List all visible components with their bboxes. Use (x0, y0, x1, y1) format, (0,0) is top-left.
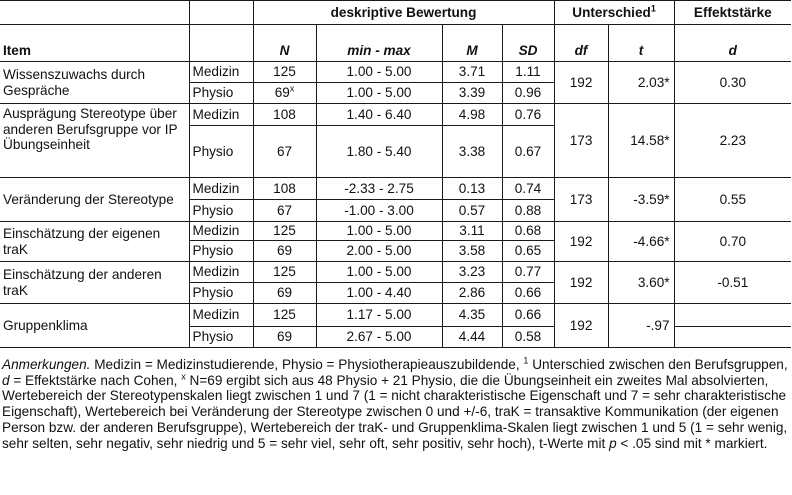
group-label: Physio (189, 327, 253, 348)
n-superscript: x (289, 83, 295, 94)
m-value: 3.39 (442, 83, 502, 104)
n-value (253, 327, 316, 348)
t-value: -.97 (608, 304, 674, 348)
minmax-value: -1.00 - 3.00 (316, 200, 442, 222)
t-value: 2.03* (608, 62, 674, 104)
minmax-value: 1.00 - 5.00 (316, 262, 442, 283)
header-blank-group (189, 1, 253, 25)
minmax-value: 1.80 - 5.40 (316, 126, 442, 178)
sd-value: 0.66 (502, 283, 554, 304)
sd-value: 0.96 (502, 83, 554, 104)
d-value: 0.70 (674, 222, 791, 262)
n-value (253, 241, 316, 262)
n-number: 69 (276, 243, 293, 259)
n-value (253, 62, 316, 83)
minmax-value: 1.00 - 5.00 (316, 222, 442, 241)
group-label: Physio (189, 83, 253, 104)
n-value (253, 104, 316, 126)
sd-value: 0.66 (502, 304, 554, 327)
n-value (253, 283, 316, 304)
table-row (0, 104, 791, 126)
n-number: 125 (273, 307, 296, 323)
m-value: 3.38 (442, 126, 502, 178)
table-row (0, 262, 791, 283)
n-number: 69 (276, 329, 293, 345)
m-value: 3.23 (442, 262, 502, 283)
header-item: Item (0, 25, 189, 62)
n-number: 69 (276, 285, 293, 301)
item-label: Wissenszuwachs durch Gespräche (0, 62, 189, 104)
n-value (253, 222, 316, 241)
n-number: 125 (273, 264, 296, 280)
m-value: 4.35 (442, 304, 502, 327)
d-value-empty (674, 304, 791, 327)
sd-value: 0.88 (502, 200, 554, 222)
n-number: 69 (274, 85, 290, 101)
table-row (0, 178, 791, 200)
m-value: 3.11 (442, 222, 502, 241)
group-label: Medizin (189, 262, 253, 283)
header-effektstaerke: Effektstärke (674, 1, 791, 25)
header-df: df (554, 25, 608, 62)
header-d: d (674, 25, 791, 62)
group-label: Physio (189, 200, 253, 222)
n-number: 125 (273, 223, 296, 239)
d-value: 2.23 (674, 104, 791, 178)
table-row (0, 62, 791, 83)
header-deskriptive: deskriptive Bewertung (253, 1, 554, 25)
group-label: Physio (189, 126, 253, 178)
sd-value: 0.58 (502, 327, 554, 348)
group-label: Medizin (189, 222, 253, 241)
df-value: 192 (554, 304, 608, 348)
header-unterschied: Unterschied$^1$ (554, 1, 674, 25)
n-value (253, 262, 316, 283)
df-value: 173 (554, 104, 608, 178)
sd-value: 0.77 (502, 262, 554, 283)
sd-value: 0.74 (502, 178, 554, 200)
m-value: 2.86 (442, 283, 502, 304)
sd-value: 0.67 (502, 126, 554, 178)
group-header-row (0, 1, 791, 25)
group-label: Physio (189, 283, 253, 304)
header-t: t (608, 25, 674, 62)
df-value: 192 (554, 222, 608, 262)
header-minmax: min - max (316, 25, 442, 62)
table-row (0, 222, 791, 241)
n-value (253, 126, 316, 178)
df-value: 192 (554, 262, 608, 304)
t-value: 14.58* (608, 104, 674, 178)
item-label: Einschätzung der anderen traK (0, 262, 189, 304)
t-value: -3.59* (608, 178, 674, 222)
n-value (253, 178, 316, 200)
minmax-value: 1.00 - 4.40 (316, 283, 442, 304)
m-value: 3.58 (442, 241, 502, 262)
table-notes: Anmerkungen. Medizin = Medizinstudierende, Physio = Physiotherapieauszubildende, $^1$ Unterschied zwischen den Berufsgruppen, d = Effektstärke nach Cohen, $^x$ N=69 ergibt sich aus 48 Physio + 21 Physio, die die Übungseinheit ein zweites Mal absolvierten, Wertebereich der Stereotypenskalen liegt zwischen 1 und 7 (1 = nicht charakteristische Eigenschaft und 7 = sehr charakteristische Eigenschaft), Wertebereich bei Veränderung der Stereotype zwischen 0 und +/-6, traK = transaktive Kommunikation (der eigenen Person bzw. der anderen Berufsgruppe), Wertebereich der traK- und Gruppenklima-Skalen liegt zwischen 1 und 5 (1 = sehr wenig, sehr selten, sehr negativ, sehr niedrig und 5 = sehr viel, sehr oft, sehr positiv, sehr hoch), t-Werte mit p < .05 sind mit * markiert. (2, 355, 788, 451)
t-value: -4.66* (608, 222, 674, 262)
sd-value: 0.65 (502, 241, 554, 262)
minmax-value: 1.40 - 6.40 (316, 104, 442, 126)
df-value: 192 (554, 62, 608, 104)
df-value: 173 (554, 178, 608, 222)
minmax-value: 2.67 - 5.00 (316, 327, 442, 348)
n-value (253, 304, 316, 327)
item-label: Einschätzung der eigenen traK (0, 222, 189, 262)
group-label: Medizin (189, 104, 253, 126)
table-row (0, 304, 791, 327)
n-number: 67 (276, 143, 293, 159)
item-label: Gruppenklima (0, 304, 189, 348)
n-value (253, 83, 316, 104)
group-label: Medizin (189, 304, 253, 327)
header-m: M (442, 25, 502, 62)
d-value: 0.30 (674, 62, 791, 104)
minmax-value: 1.00 - 5.00 (316, 62, 442, 83)
m-value: 3.71 (442, 62, 502, 83)
notes-label: Anmerkungen. (2, 357, 91, 372)
n-number: 108 (273, 106, 296, 122)
item-label: Ausprägung Stereotype über anderen Berufsgruppe vor IP Übungseinheit (0, 104, 189, 178)
t-value: 3.60* (608, 262, 674, 304)
n-value (253, 200, 316, 222)
item-label: Veränderung der Stereotype (0, 178, 189, 222)
m-value: 0.13 (442, 178, 502, 200)
m-value: 4.98 (442, 104, 502, 126)
d-value: -0.51 (674, 262, 791, 304)
sd-value: 0.76 (502, 104, 554, 126)
m-value: 0.57 (442, 200, 502, 222)
header-blank (0, 1, 189, 25)
n-number: 125 (273, 64, 296, 80)
sd-value: 0.68 (502, 222, 554, 241)
sd-value: 1.11 (502, 62, 554, 83)
group-label: Medizin (189, 178, 253, 200)
minmax-value: 2.00 - 5.00 (316, 241, 442, 262)
column-header-row (0, 25, 791, 62)
m-value: 4.44 (442, 327, 502, 348)
d-value: 0.55 (674, 178, 791, 222)
minmax-value: 1.00 - 5.00 (316, 83, 442, 104)
header-n: N (253, 25, 316, 62)
minmax-value: 1.17 - 5.00 (316, 304, 442, 327)
group-label: Medizin (189, 62, 253, 83)
d-value-empty (674, 327, 791, 348)
header-group-blank (189, 25, 253, 62)
n-number: 67 (276, 202, 293, 218)
minmax-value: -2.33 - 2.75 (316, 178, 442, 200)
header-sd: SD (502, 25, 554, 62)
n-number: 108 (273, 180, 296, 196)
group-label: Physio (189, 241, 253, 262)
